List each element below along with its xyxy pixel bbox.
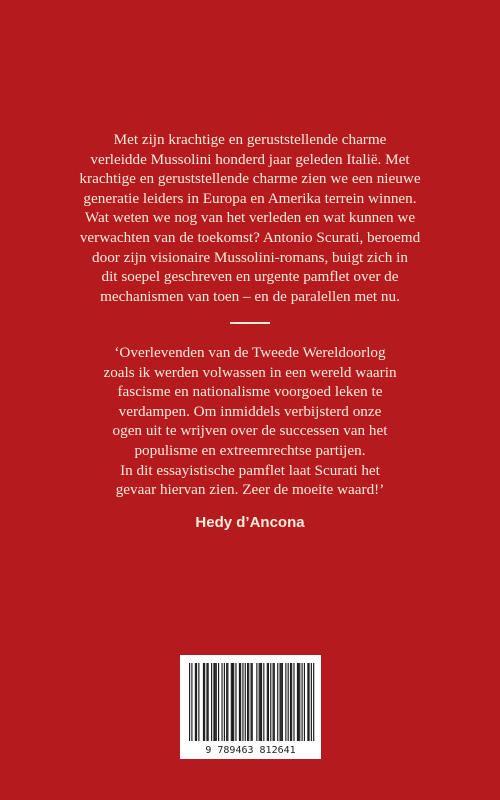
section-divider xyxy=(230,322,270,324)
barcode-bar xyxy=(281,663,282,741)
barcode-bar xyxy=(267,663,268,741)
quote-line: ‘Overlevenden van de Tweede Wereldoorlog xyxy=(114,344,386,361)
barcode-bar xyxy=(215,663,216,741)
barcode-bar xyxy=(216,663,217,741)
barcode-bar xyxy=(302,663,303,741)
barcode-bar xyxy=(203,663,204,741)
barcode-bar xyxy=(232,663,233,741)
barcode-bar xyxy=(208,663,209,741)
blurb-line: verleidde Mussolini honderd jaar geleden Italië. Met xyxy=(90,150,410,168)
barcode-bar xyxy=(279,663,280,741)
barcode-bar xyxy=(227,663,228,741)
blurb-line: verwachten van de toekomst? Antonio Scurati, beroemd xyxy=(79,228,421,246)
quote-line: fascisme en nationalisme voorgoed leken te xyxy=(117,383,383,401)
barcode-bar xyxy=(297,663,298,741)
barcode-bar xyxy=(299,663,300,741)
barcode-bar xyxy=(304,663,305,741)
blurb-line: Met zijn krachtige en geruststellende charme xyxy=(113,131,387,148)
blurb-line: door zijn visionaire Mussolini-romans, buigt zich in xyxy=(92,248,408,266)
quote-line: gevaar hiervan zien. Zeer de moeite waard!’ xyxy=(115,481,385,499)
barcode-bars xyxy=(189,663,314,741)
barcode-bar xyxy=(273,663,274,741)
quote-line: populisme en extreemrechtse partijen. xyxy=(134,441,366,459)
barcode-bar xyxy=(206,663,207,741)
barcode-bar xyxy=(245,663,246,741)
barcode-bar xyxy=(291,663,292,741)
blurb-line: generatie leiders in Europa en Amerika terrein winnen. xyxy=(83,189,417,207)
barcode-bar xyxy=(290,663,291,741)
barcode-bar xyxy=(293,663,294,741)
barcode-bar xyxy=(307,663,308,741)
quote-line: zoals ik werden volwassen in een wereld waarin xyxy=(103,363,397,381)
barcode-bar xyxy=(274,663,275,741)
barcode-bar xyxy=(198,663,199,741)
blurb-line: dit soepel geschreven en urgente pamflet over de xyxy=(101,268,399,286)
barcode-bar xyxy=(261,663,262,741)
barcode xyxy=(180,655,321,759)
barcode-bar xyxy=(221,663,222,741)
quote-line: ogen uit te wrijven over de successen van het xyxy=(112,422,388,440)
review-quote xyxy=(40,343,460,500)
barcode-bar xyxy=(270,663,271,741)
barcode-bar xyxy=(282,663,283,741)
barcode-bar xyxy=(298,663,299,741)
barcode-bar xyxy=(213,663,214,741)
barcode-bar xyxy=(226,663,227,741)
barcode-graphic xyxy=(180,655,321,759)
barcode-bar xyxy=(260,663,261,741)
barcode-bar xyxy=(239,663,240,741)
barcode-bar xyxy=(211,663,212,741)
barcode-bar xyxy=(196,663,197,741)
blurb-paragraph xyxy=(40,130,460,306)
barcode-bar xyxy=(308,663,309,741)
barcode-bar xyxy=(268,663,269,741)
barcode-bar xyxy=(311,663,312,741)
barcode-bar xyxy=(259,663,260,741)
barcode-digits: 9 789463 812641 xyxy=(205,745,296,756)
barcode-bar xyxy=(195,663,196,741)
barcode-bar xyxy=(263,663,264,741)
blurb-line: Wat weten we nog van het verleden en wat kunnen we xyxy=(84,209,416,227)
barcode-bar xyxy=(204,663,205,741)
barcode-bar xyxy=(252,663,253,741)
barcode-bar xyxy=(288,663,289,741)
barcode-bar xyxy=(189,663,190,741)
quote-line: In dit essayistische pamflet laat Scurati het xyxy=(120,461,380,479)
barcode-bar xyxy=(313,663,314,741)
barcode-bar xyxy=(224,663,225,741)
blurb-line: mechanismen van toen – en de paralellen met nu. xyxy=(100,287,400,305)
barcode-bar xyxy=(231,663,232,741)
barcode-bar xyxy=(247,663,248,741)
barcode-bar xyxy=(240,663,241,741)
barcode-bar xyxy=(277,663,278,741)
barcode-bar xyxy=(242,663,243,741)
barcode-bar xyxy=(256,663,257,741)
barcode-bar xyxy=(250,663,251,741)
blurb-line: krachtige en geruststellende charme zien we een nieuwe xyxy=(79,170,421,188)
barcode-bar xyxy=(191,663,192,741)
barcode-bar xyxy=(233,663,234,741)
barcode-bar xyxy=(218,663,219,741)
quote-author: Hedy d’Ancona xyxy=(195,514,305,531)
barcode-bar xyxy=(248,663,249,741)
barcode-bar xyxy=(285,663,286,741)
barcode-bar xyxy=(235,663,236,741)
quote-line: verdampen. Om inmiddels verbijsterd onze xyxy=(118,402,382,420)
